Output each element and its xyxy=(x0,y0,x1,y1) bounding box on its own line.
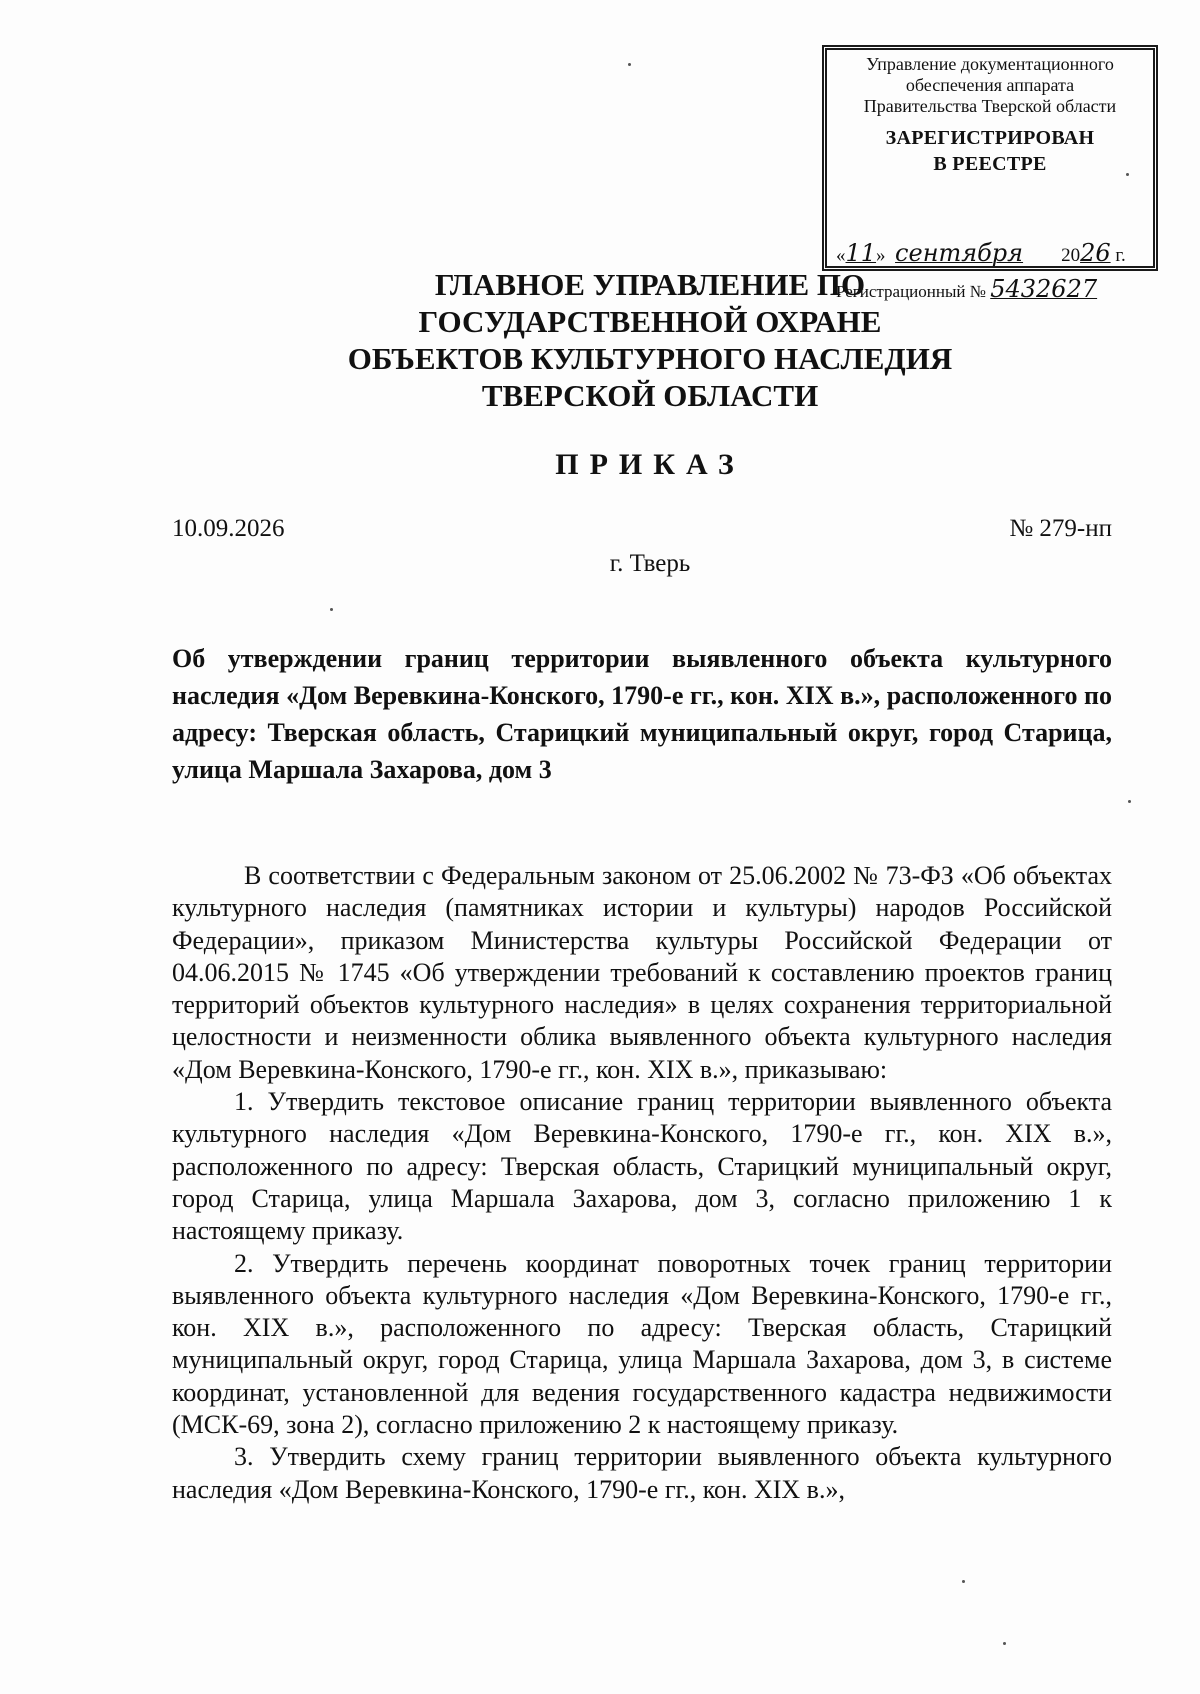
stamp-registered-line: ЗАРЕГИСТРИРОВАН xyxy=(885,127,1095,149)
stamp-reg-number-value: 5432627 xyxy=(990,275,1098,303)
stamp-date-month: сентября xyxy=(895,239,1024,267)
stamp-registered-line: В РЕЕСТРЕ xyxy=(933,153,1047,175)
scan-speck xyxy=(1126,173,1129,176)
agency-name-line: ТВЕРСКОЙ ОБЛАСТИ xyxy=(481,378,819,413)
stamp-date xyxy=(836,239,1146,265)
stamp-date-year-prefix: 20 xyxy=(1061,245,1081,266)
agency-name-line: ГЛАВНОЕ УПРАВЛЕНИЕ ПО xyxy=(434,267,866,302)
stamp-org-line: Управление документационного xyxy=(866,54,1114,74)
stamp-date-year-unit: г. xyxy=(1115,245,1126,266)
stamp-registered-label xyxy=(824,125,1156,177)
order-item-1: 1. Утвердить текстовое описание границ территории выявленного объекта культурного наследия «Дом Веревкина-Конского, 1790-е гг., кон. XIX в.», расположенного по адресу: Тверская область, Старицкий муниципальный округ, город Старица, улица Маршала Захарова, дом 3, согласно приложению 1 к настоящему приказу. xyxy=(172,1087,1112,1246)
preamble-paragraph: В соответствии с Федеральным законом от 25.06.2002 № 73-ФЗ «Об объектах культурного наследия (памятниках истории и культуры) народов Российской Федерации», приказом Министерства культуры Российской Федерации от 04.06.2015 № 1745 «Об утверждении требований к составлению проектов границ территорий объектов культурного наследия» в целях сохранения территориальной целостности и неизменности облика выявленного объекта культурного наследия «Дом Веревкина-Конского, 1790-е гг., кон. XIX в.», приказываю: xyxy=(172,861,1112,1084)
stamp-date-year-suffix: 26 xyxy=(1080,239,1111,267)
scan-speck xyxy=(628,63,631,66)
scan-speck xyxy=(330,608,333,611)
order-item-3: 3. Утвердить схему границ территории выявленного объекта культурного наследия «Дом Веревкина-Конского, 1790-е гг., кон. XIX в.», xyxy=(172,1442,1112,1504)
agency-name-line: ОБЪЕКТОВ КУЛЬТУРНОГО НАСЛЕДИЯ xyxy=(347,341,953,376)
order-number: № 279-нп xyxy=(1009,515,1112,542)
agency-name xyxy=(200,266,1100,414)
order-date: 10.09.2026 xyxy=(172,515,285,542)
stamp-org-line: обеспечения аппарата xyxy=(905,75,1075,95)
order-city: г. Тверь xyxy=(609,550,691,577)
stamp-date-quote: » xyxy=(876,245,886,266)
order-item-2: 2. Утвердить перечень координат поворотных точек границ территории выявленного объекта культурного наследия «Дом Веревкина-Конского, 1790-е гг., кон. XIX в.», расположенного по адресу: Тверская область, Старицкий муниципальный округ, город Старица, улица Маршала Захарова, дом 3, в системе координат, установленной для ведения государственного кадастра недвижимости (МСК-69, зона 2), согласно приложению 2 к настоящему приказу. xyxy=(172,1248,1112,1440)
stamp-reg-number-label: Регистрационный № xyxy=(836,282,986,301)
agency-name-line: ГОСУДАРСТВЕННОЙ ОХРАНЕ xyxy=(418,304,882,339)
stamp-organization xyxy=(824,54,1156,117)
scan-speck xyxy=(1128,800,1131,803)
stamp-date-day: 11 xyxy=(845,239,877,267)
order-title: Об утверждении границ территории выявленного объекта культурного наследия «Дом Веревкина-Конского, 1790-е гг., кон. XIX в.», расположенного по адресу: Тверская область, Старицкий муниципальный округ, город Старица, улица Маршала Захарова, дом 3 xyxy=(172,644,1112,784)
registration-stamp xyxy=(822,45,1158,303)
stamp-date-quote: « xyxy=(836,245,846,266)
scan-speck xyxy=(1003,1642,1006,1645)
order-body xyxy=(172,860,1112,1506)
scan-speck xyxy=(962,1580,965,1583)
document-type: ПРИКАЗ xyxy=(555,448,745,481)
stamp-org-line: Правительства Тверской области xyxy=(863,96,1117,116)
